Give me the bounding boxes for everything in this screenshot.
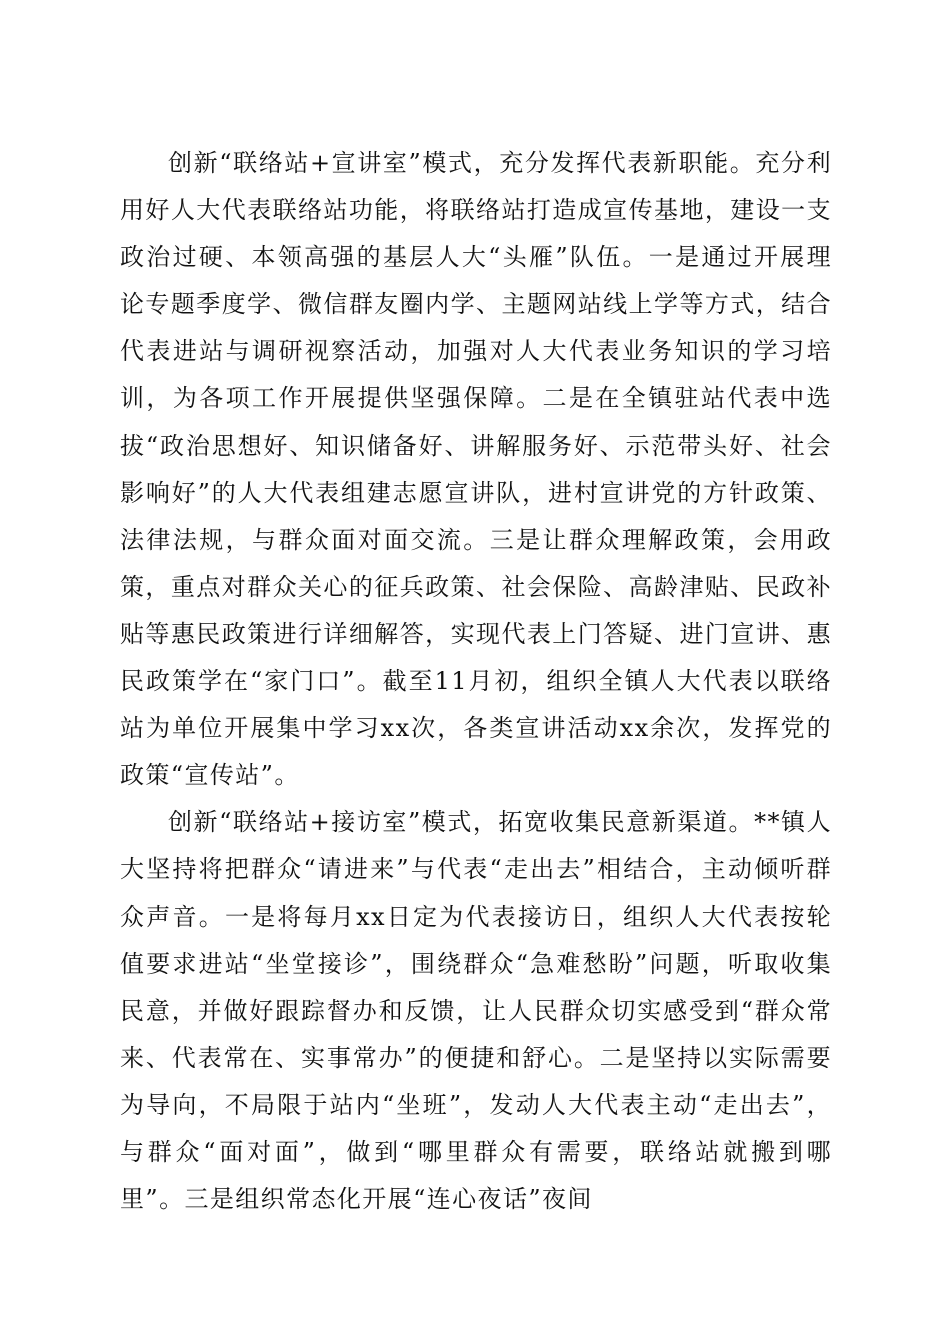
paragraph-liaison-reception-room: 创新“联络站+接访室”模式，拓宽收集民意新渠道。**镇人大坚持将把群众“请进来”与代表“走出去”相结合，主动倾听群众声音。一是将每月xx日定为代表接访日，组织人大代表按轮值要求进站“坐堂接诊”，围绕群众“急难愁盼”问题，听取收集民意，并做好跟踪督办和反馈，让人民群众切实感受到“群众常来、代表常在、实事常办”的便捷和舒心。二是坚持以实际需要为导向，不局限于站内“坐班”，发动人大代表主动“走出去”，与群众“面对面”，做到“哪里群众有需要，联络站就搬到哪里”。三是组织常态化开展“连心夜话”夜间: [120, 808, 832, 1214]
document-body: [120, 140, 832, 1223]
paragraph-liaison-lecture-room: 创新“联络站+宣讲室”模式，充分发挥代表新职能。充分利用好人大代表联络站功能，将联络站打造成宣传基地，建设一支政治过硬、本领高强的基层人大“头雁”队伍。一是通过开展理论专题季度学、微信群友圈内学、主题网站线上学等方式，结合代表进站与调研视察活动，加强对人大代表业务知识的学习培训，为各项工作开展提供坚强保障。二是在全镇驻站代表中选拔“政治思想好、知识储备好、讲解服务好、示范带头好、社会影响好”的人大代表组建志愿宣讲队，进村宣讲党的方针政策、法律法规，与群众面对面交流。三是让群众理解政策，会用政策，重点对群众关心的征兵政策、社会保险、高龄津贴、民政补贴等惠民政策进行详细解答，实现代表上门答疑、进门宣讲、惠民政策学在“家门口”。截至11月初，组织全镇人大代表以联络站为单位开展集中学习xx次，各类宣讲活动xx余次，发挥党的政策“宣传站”。: [120, 149, 832, 790]
